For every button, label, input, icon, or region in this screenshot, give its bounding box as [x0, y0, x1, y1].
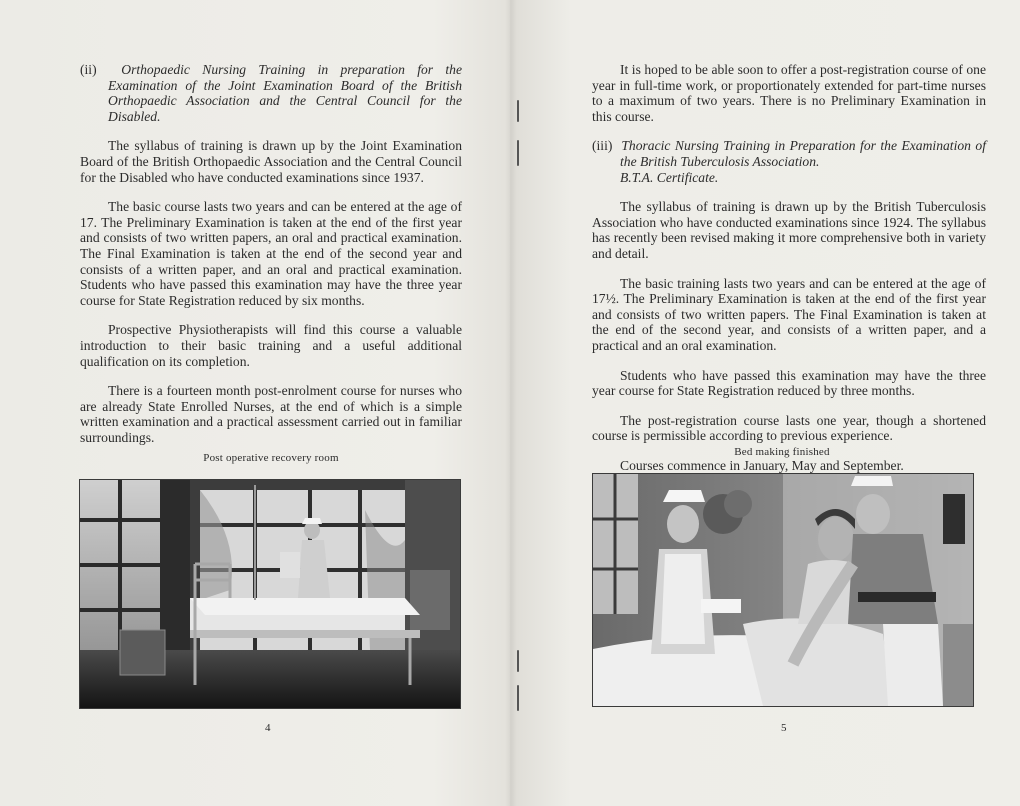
paragraph-syllabus-bta: The syllabus of training is drawn up by the British Tuberculosis Association who have conducted examinations since 1924. The syllabus has recently been revised making it more comprehensive both in variety and detail.: [592, 199, 986, 261]
page-gutter: [505, 0, 517, 806]
page-number-left: 4: [265, 722, 271, 734]
photo-recovery-room: [80, 480, 460, 708]
page-number-right: 5: [781, 722, 787, 734]
section-heading-orthopaedic: [80, 62, 462, 124]
heading-number: (iii): [592, 138, 613, 154]
right-text-block: [592, 62, 986, 487]
paragraph-post-registration-intro: It is hoped to be able soon to offer a post-registration course of one year in full-time work, or proportionately extended for part-time nurses to a maximum of two years. There is no Preliminary Examination in this course.: [592, 62, 986, 124]
bed-making-photo-image: [593, 474, 973, 706]
heading-text: Orthopaedic Nursing Training in preparation for the Examination of the Joint Examination Board of the British Orthopaedic Association and the Central Council for the Disabled.: [108, 62, 463, 124]
paragraph-students-passed: Students who have passed this examination may have the three year course for State Registration reduced by three months.: [592, 367, 986, 399]
heading-number: (ii): [80, 62, 97, 77]
photo-caption-right: Bed making finished: [734, 446, 830, 458]
paragraph-basic-course: The basic course lasts two years and can be entered at the age of 17. The Preliminary Examination is taken at the end of the first year and consists of two written papers, an oral and practical examination. The Final Examination is taken at the end of the second year and consists of a written paper, and an oral and practical examination. Students who have passed this examination may have the three year course for State Registration reduced by six months.: [80, 199, 462, 308]
photo-bed-making: [593, 474, 973, 706]
staple-top: [517, 100, 519, 122]
heading-text: Thoracic Nursing Training in Preparation for the Examination of the British Tuberculosis Association.: [620, 138, 987, 169]
right-page: [510, 0, 1020, 806]
paragraph-basic-training: The basic training lasts two years and can be entered at the age of 17½. The Preliminary Examination is taken at the end of the first year and consists of two written papers. The Final Examination is taken at the end of the second year, and consists of a written paper, and a practical and an oral examination.: [592, 275, 986, 353]
photo-caption-left: Post operative recovery room: [203, 452, 339, 464]
heading-certificate: B.T.A. Certificate.: [620, 169, 719, 185]
paragraph-syllabus: The syllabus of training is drawn up by the Joint Examination Board of the British Orthopaedic Association and the Central Council for the Disabled who have conducted examinations since 1937.: [80, 138, 462, 185]
recovery-room-photo-image: [80, 480, 460, 708]
paragraph-post-enrolment: There is a fourteen month post-enrolment course for nurses who are already State Enrolled Nurses, at the end of which is a simple written examination and a practical assessment carried out in familiar surroundings.: [80, 383, 462, 445]
staple-bottom: [517, 685, 519, 711]
paragraph-courses-commence: Courses commence in January, May and September.: [620, 457, 904, 473]
paragraph-physiotherapists: Prospective Physiotherapists will find this course a valuable introduction to their basic training and a useful additional qualification on its completion.: [80, 322, 462, 369]
paragraph-post-registration-course: The post-registration course lasts one year, though a shortened course is permissible according to previous experience.: [592, 412, 986, 444]
staple-upper: [517, 140, 519, 166]
left-text-block: [80, 62, 462, 459]
staple-lower: [517, 650, 519, 672]
section-heading-thoracic: [592, 138, 986, 169]
